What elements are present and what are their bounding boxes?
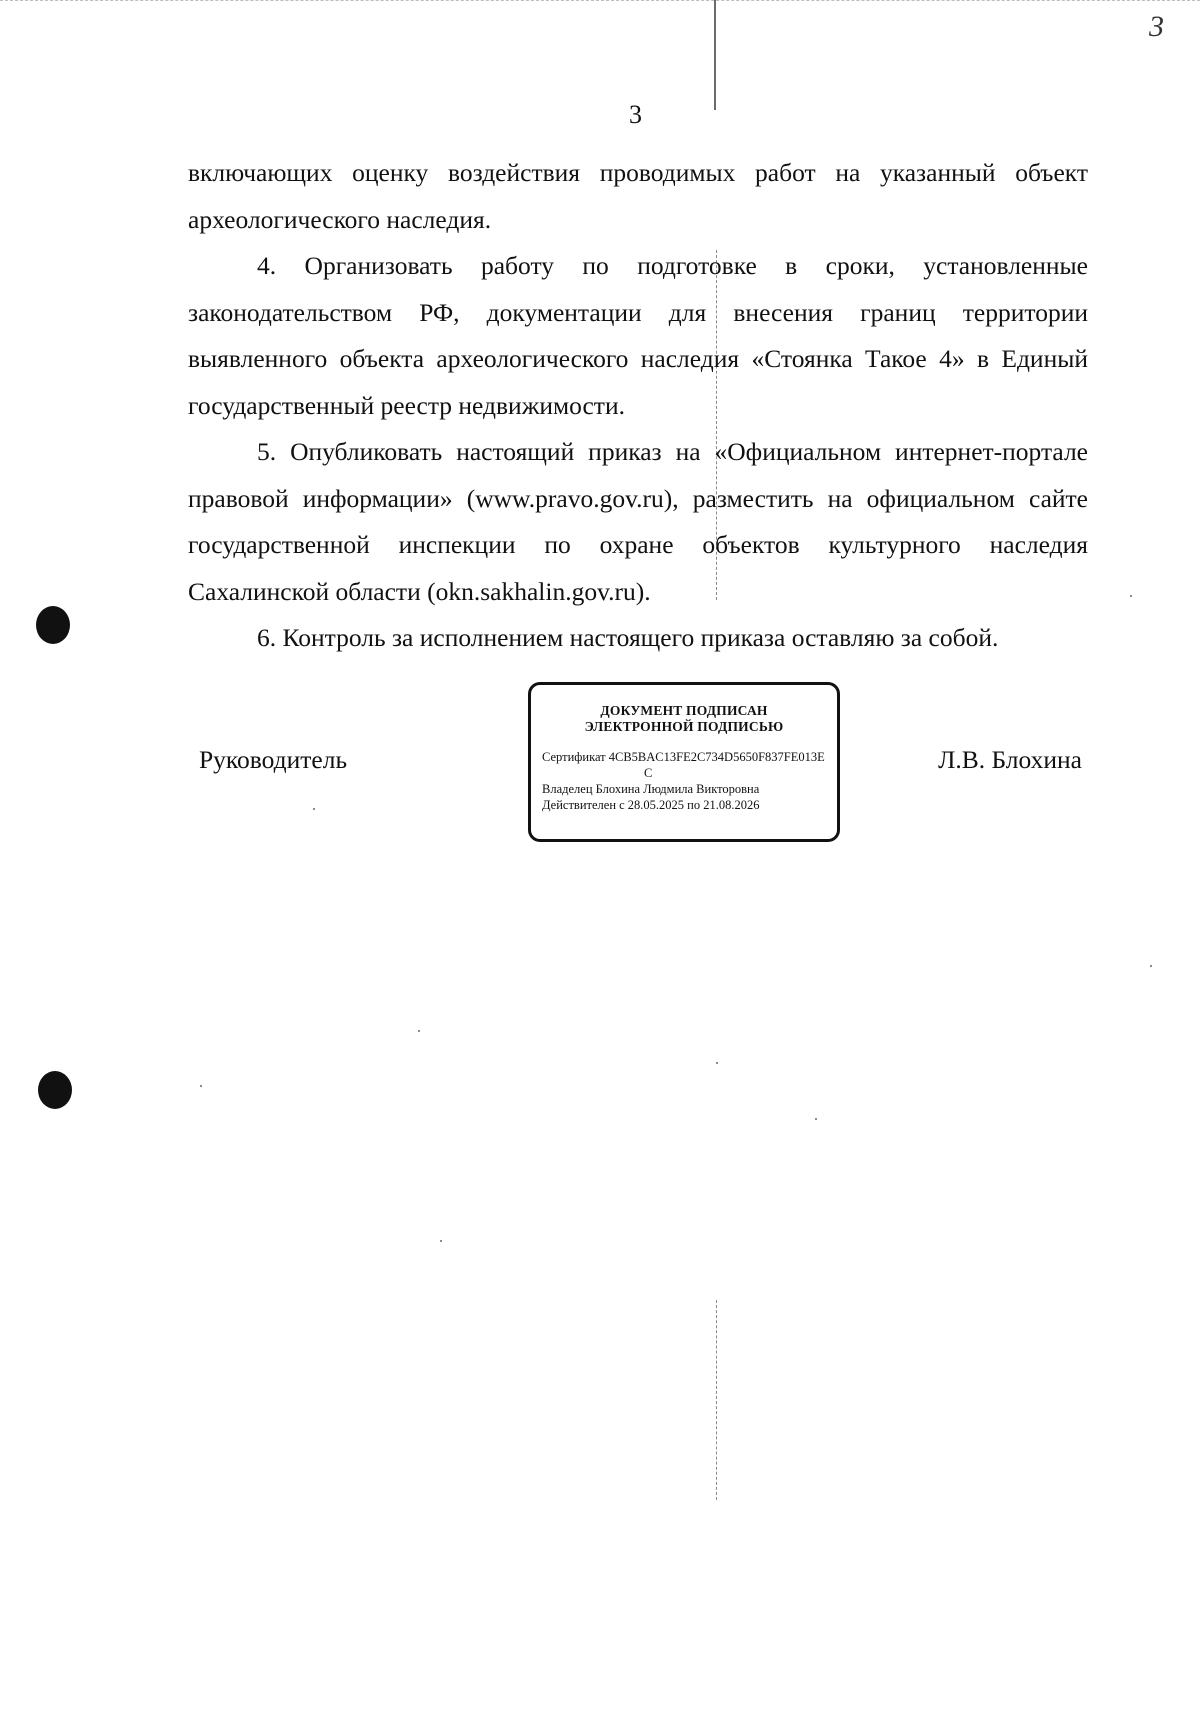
scan-speck	[716, 1062, 718, 1064]
punch-hole	[36, 606, 70, 644]
scan-speck	[1130, 595, 1132, 597]
page-number: 3	[629, 100, 642, 129]
paragraph-continuation: включающих оценку воздействия проводимых работ на указанный объект археологического наследия.	[188, 158, 1088, 234]
scan-speck	[313, 808, 315, 810]
stamp-certificate: Сертификат 4CB5BAC13FE2C734D5650F837FE013E	[542, 750, 825, 764]
scan-fold-line	[714, 0, 716, 110]
stamp-details	[542, 749, 837, 813]
scan-speck	[1150, 965, 1152, 967]
stamp-owner: Владелец Блохина Людмила Викторовна	[542, 782, 760, 796]
scan-fold-line-dashed-lower	[716, 1300, 717, 1500]
stamp-title-line-1: ДОКУМЕНТ ПОДПИСАН	[600, 703, 768, 718]
electronic-signature-stamp	[528, 682, 840, 842]
signatory-role: Руководитель	[199, 745, 348, 774]
scan-speck	[200, 1085, 202, 1087]
paragraph-item-6: 6. Контроль за исполнением настоящего приказа оставляю за собой.	[257, 623, 999, 652]
paragraph-item-4: 4. Организовать работу по подготовке в сроки, установленные законодательством РФ, документации для внесения границ территории выявленного объекта археологического наследия «Стоянка Такое 4» в Единый государственный реестр недвижимости.	[188, 251, 1088, 420]
scan-top-edge	[0, 0, 1200, 4]
signatory-name: Л.В. Блохина	[938, 745, 1082, 774]
stamp-title-line-2: ЭЛЕКТРОННОЙ ПОДПИСЬЮ	[584, 719, 784, 734]
scan-speck	[815, 1118, 817, 1120]
punch-hole	[38, 1071, 72, 1109]
scan-speck	[418, 1030, 420, 1032]
stamp-validity: Действителен с 28.05.2025 по 21.08.2026	[542, 798, 760, 812]
handwritten-page-number: 3	[1149, 10, 1164, 43]
document-body	[188, 150, 1088, 662]
scan-speck	[440, 1240, 442, 1242]
stamp-certificate-continuation: C	[644, 766, 653, 780]
paragraph-item-5: 5. Опубликовать настоящий приказ на «Официальном интернет-портале правовой информации» (www.pravo.gov.ru), разместить на официальном сайте государственной инспекции по охране объектов культурного наследия Сахалинской области (okn.sakhalin.gov.ru).	[188, 437, 1088, 606]
stamp-title	[531, 703, 837, 735]
